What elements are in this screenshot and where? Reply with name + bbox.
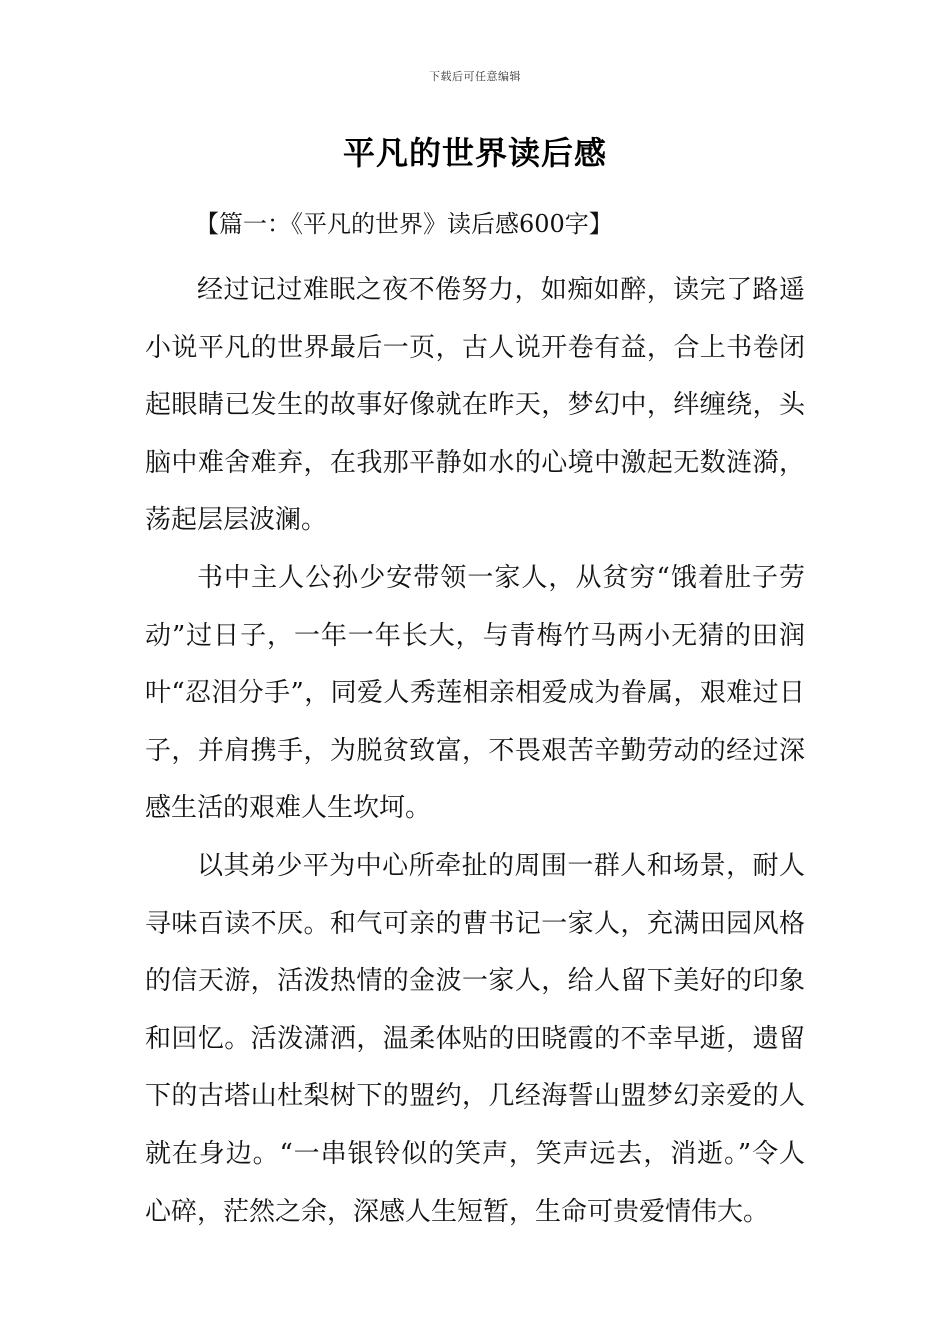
header-note: 下载后可任意编辑 xyxy=(429,70,521,83)
section-label: 【篇一：《平凡的世界》读后感600字】 xyxy=(195,210,613,238)
paragraph-2: 书中主人公孙少安带领一家人，从贫穷“饿着肚子劳动”过日子，一年一年长大，与青梅竹马两小无猜的田润叶“忍泪分手”，同爱人秀莲相亲相爱成为眷属，艰难过日子，并肩携手，为脱贫致富，不畏艰苦辛勤劳动的经过深感生活的艰难人生坎坷。 xyxy=(145,562,805,824)
body-text xyxy=(145,262,805,1241)
paragraph-3: 以其弟少平为中心所牵扯的周围一群人和场景，耐人寻味百读不厌。和气可亲的曹书记一家人，充满田园风格的信天游，活泼热情的金波一家人，给人留下美好的印象和回忆。活泼潇洒，温柔体贴的田晓霞的不幸早逝，遗留下的古塔山杜梨树下的盟约，几经海誓山盟梦幻亲爱的人就在身边。“一串银铃似的笑声，笑声远去，消逝。”令人心碎，茫然之余，深感人生短暂，生命可贵爱情伟大。 xyxy=(145,850,805,1227)
document-title: 平凡的世界读后感 xyxy=(342,134,607,172)
paragraph-1: 经过记过难眠之夜不倦努力，如痴如醉，读完了路遥小说平凡的世界最后一页，古人说开卷有益，合上书卷闭起眼睛已发生的故事好像就在昨天，梦幻中，绊缠绕，头脑中难舍难弃，在我那平静如水的心境中激起无数涟漪，荡起层层波澜。 xyxy=(145,275,805,536)
